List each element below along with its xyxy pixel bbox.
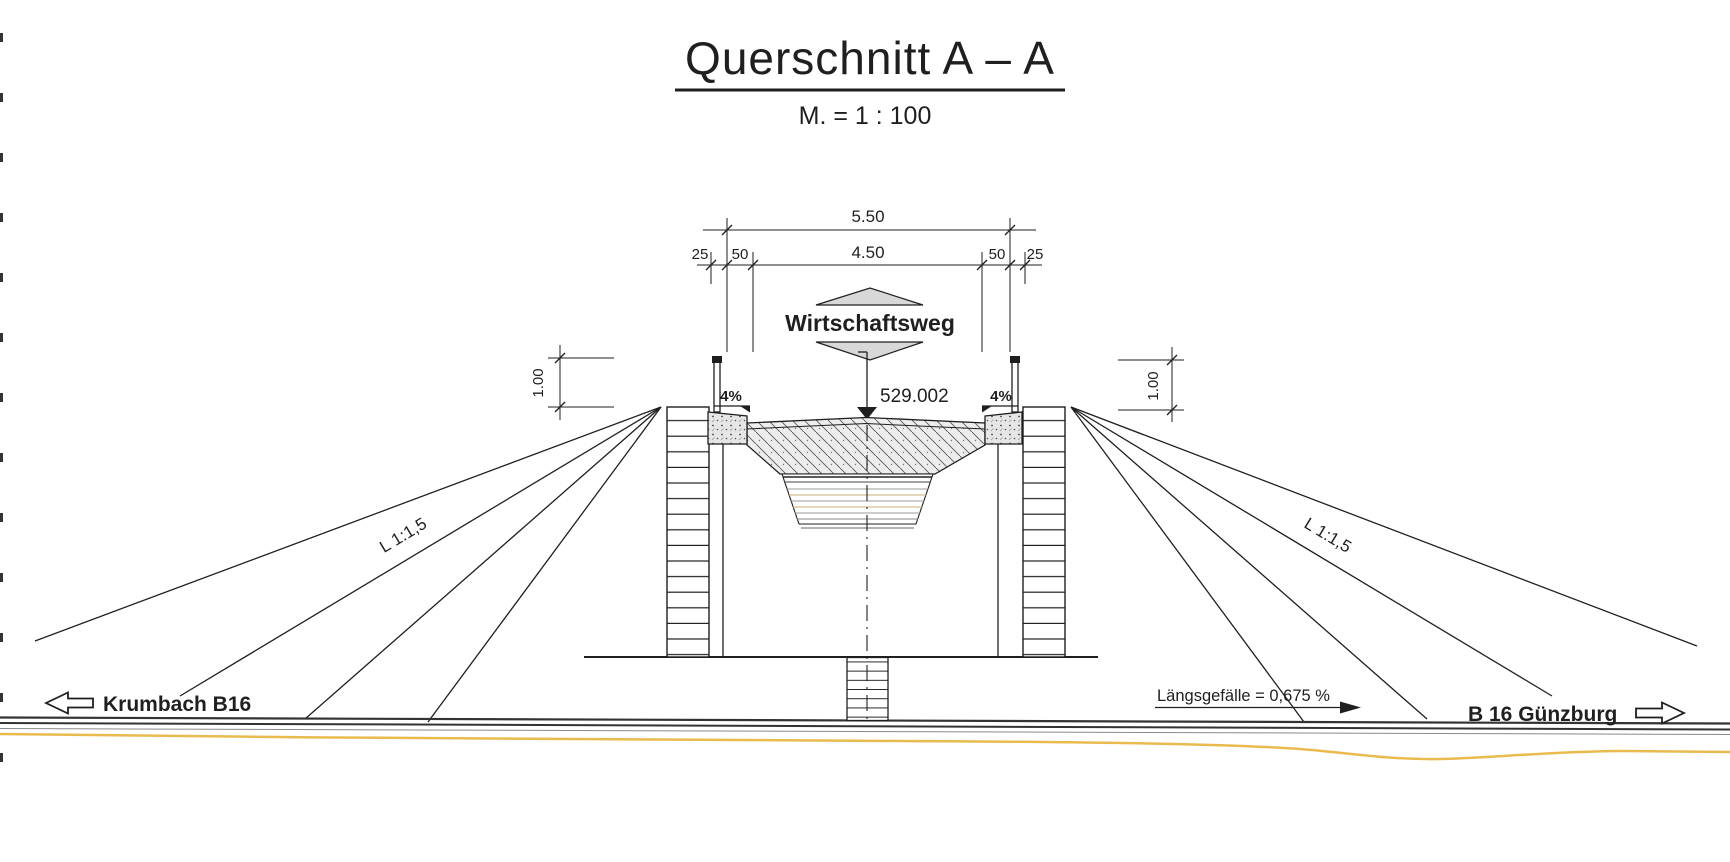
left-abutment-wall <box>667 407 709 657</box>
right-abutment-wall <box>1023 407 1065 657</box>
bridge-structure <box>584 356 1098 721</box>
gradient-label: Längsgefälle = 0,675 % <box>1157 687 1330 705</box>
sheet-edge-ticks <box>0 33 3 762</box>
gradient-annotation <box>1155 687 1361 714</box>
crossfall-left-label: 4% <box>720 388 742 405</box>
destination-left-label: Krumbach B16 <box>103 693 252 716</box>
road-direction-up-icon <box>816 288 923 305</box>
destination-left <box>46 693 251 717</box>
right-curb-cap <box>985 412 1022 444</box>
embankment-left <box>35 407 661 722</box>
height-dim-left <box>530 345 614 420</box>
dim-chain-3: 50 <box>988 246 1006 263</box>
title-block <box>675 32 1065 130</box>
destination-right-label: B 16 Günzburg <box>1468 703 1618 726</box>
drawing-title: Querschnitt A – A <box>685 32 1055 84</box>
height-dim-right <box>1118 347 1184 422</box>
dim-overall-width: 5.50 <box>851 207 885 226</box>
embankment-right <box>1071 407 1697 722</box>
slope-label-right: L 1:1,5 <box>1300 513 1355 557</box>
drawing-scale: M. = 1 : 100 <box>798 102 932 130</box>
roadway-symbol <box>785 288 955 360</box>
gradient-arrow-icon <box>1340 702 1361 714</box>
crossfall-right-label: 4% <box>990 388 1012 405</box>
dim-chain-4: 25 <box>1026 246 1044 263</box>
dim-chain-0: 25 <box>691 246 709 263</box>
dim-chain-2: 4.50 <box>851 243 885 262</box>
beam-section <box>782 474 933 528</box>
railing-height-right: 1.00 <box>1145 371 1162 401</box>
road-direction-down-icon <box>816 342 923 360</box>
slope-label-left: L 1:1,5 <box>376 513 431 557</box>
elevation-value: 529.002 <box>880 386 949 407</box>
railing-height-left: 1.00 <box>530 368 547 398</box>
elevation-marker <box>857 352 949 420</box>
terrain-line <box>0 734 1730 759</box>
left-curb-cap <box>708 412 747 444</box>
deck-slab <box>747 418 985 475</box>
dim-chain-1: 50 <box>731 246 749 263</box>
arrow-left-icon <box>46 693 93 714</box>
arrow-right-icon <box>1636 703 1684 724</box>
road-over-label: Wirtschaftsweg <box>785 310 955 336</box>
